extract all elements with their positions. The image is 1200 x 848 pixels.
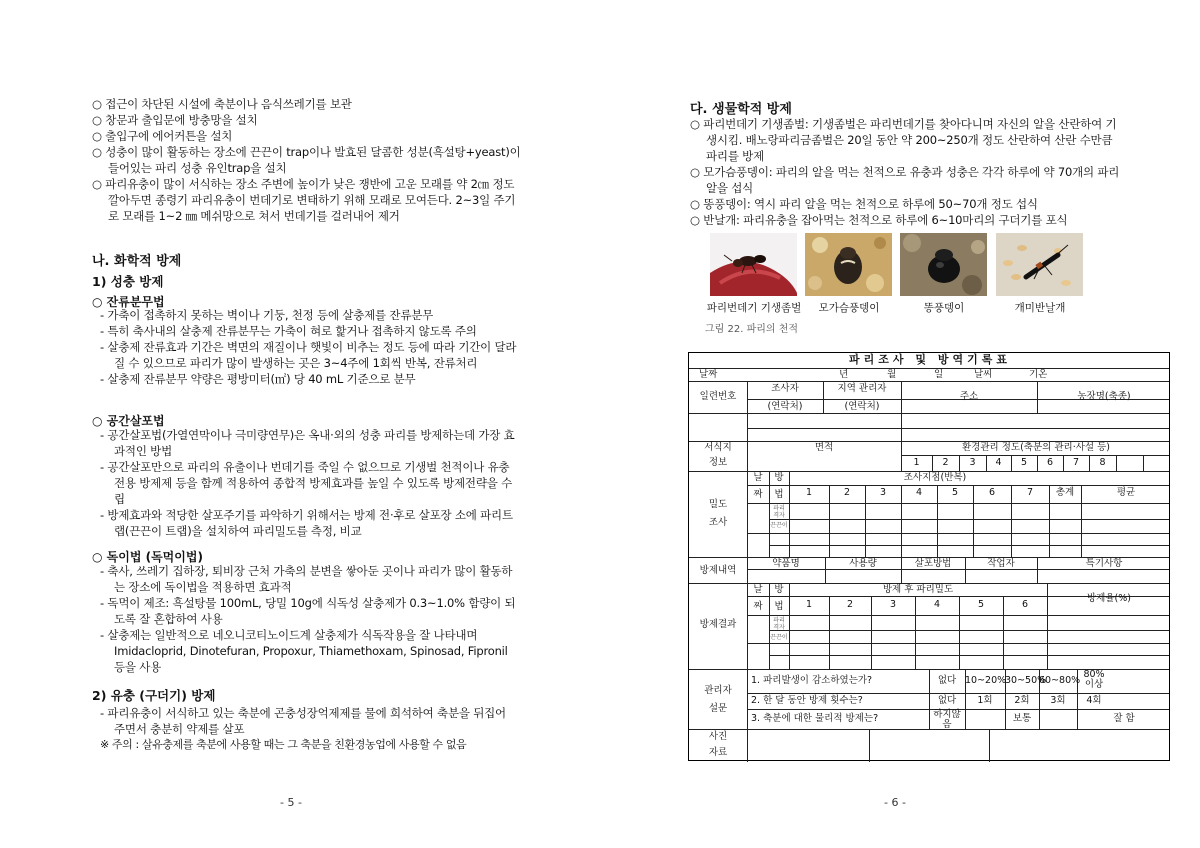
surveyor-contact-label: (연락처)	[767, 401, 803, 412]
scale-1: 1	[913, 457, 920, 468]
point-1: 1	[805, 487, 813, 498]
result-method-sticky: 끈끈이	[770, 634, 788, 641]
scale-8: 8	[1099, 457, 1106, 468]
result-method-fly: 파리	[773, 617, 785, 624]
q2-three-times: 3회	[1050, 695, 1066, 706]
point-6: 6	[988, 487, 996, 498]
result-point-3: 3	[889, 599, 897, 610]
list-item: - 파리유충이 서식하고 있는 축분에 곤충성장억제제를 물에 희석하여 축분을 뒤집어 주면서 충분히 약제를 살포	[100, 706, 506, 736]
q2-once: 1회	[977, 695, 993, 706]
q2-twice: 2회	[1014, 695, 1030, 706]
page-number: - 6 -	[884, 796, 906, 809]
table-title: 파리조사 및 방역기록표	[849, 353, 1011, 366]
point-7: 7	[1026, 487, 1034, 498]
special-notes-label: 특기사항	[1085, 558, 1123, 569]
q1-80-plus: 80%이상	[1083, 669, 1105, 690]
manager-label: 관리자	[704, 685, 732, 696]
q1-none: 없다	[937, 675, 957, 686]
result-date-char-1: 날	[753, 584, 763, 595]
caption-rove-beetle: 개미반날개	[1014, 302, 1066, 314]
q2-four-times: 4회	[1086, 695, 1102, 706]
worker-label: 작업자	[987, 558, 1015, 569]
space-title: ○ 공간살포법	[92, 414, 165, 428]
list-item: - 살충제 잔류분무 약량은 평방미터(㎡) 당 40 mL 기준으로 분무	[100, 372, 416, 386]
method-char-2: 법	[774, 489, 784, 500]
manager-contact-label: (연락처)	[844, 401, 880, 412]
result-method-char-1: 방	[774, 584, 784, 595]
question-2: 2. 한 달 동안 방제 횟수는?	[751, 695, 863, 706]
bullet-item: ○ 창문과 출입문에 방충망을 설치	[92, 113, 258, 127]
total-label: 총계	[1055, 487, 1075, 498]
survey-label: 조사	[708, 517, 728, 528]
list-item: ○ 똥풍뎅이: 역시 파리 알을 먹는 천적으로 하루에 50~70개 정도 섭식	[690, 197, 1038, 211]
larva-title: 2) 유충 (구더기) 방제	[92, 688, 216, 703]
bullet-item: ○ 출입구에 에어커튼을 설치	[92, 129, 233, 143]
q3-well: 잘 함	[1113, 713, 1135, 724]
list-item: - 가축이 접촉하지 못하는 벽이나 기둥, 천정 등에 살충제를 잔류분무	[100, 308, 434, 322]
drug-name-label: 약품명	[772, 558, 800, 569]
q3-average: 보통	[1012, 713, 1032, 724]
q1-10-20: 10~20%	[965, 675, 1007, 686]
list-item: - 살충제 잔류효과 기간은 벽면의 재질이나 햇빛이 비추는 정도 등에 따라 기간이 달라질 수 있으므로 파리가 많이 발생하는 곳은 3~4주에 1회씩 반복, 잔류처리	[100, 340, 517, 370]
control-result-label: 방제결과	[699, 619, 737, 630]
spray-method-label: 살포방법	[914, 558, 952, 569]
beetle-photo-1	[805, 233, 892, 296]
subsection-title-adult: 1) 성충 방제	[92, 274, 164, 289]
q1-60-80: 60~80%	[1039, 675, 1081, 686]
wasp-photo	[710, 233, 797, 296]
caption-beetle-1: 모가슴풍뎅이	[818, 302, 880, 314]
post-control-density-label: 방제 후 파리밀도	[882, 584, 954, 595]
address-label: 주소	[959, 391, 979, 402]
list-item: - 공간살포만으로 파리의 유출이나 번데기를 죽일 수 없으므로 기생벌 천적이나 유충 전용 방제제 등을 함께 적용하여 종합적 방제효과를 높일 수 있도록 방제전략을 수립	[100, 460, 513, 506]
date-label: 날짜	[699, 369, 718, 380]
question-1: 1. 파리발생이 감소하였는가?	[751, 675, 873, 686]
caption-beetle-2: 똥풍뎅이	[923, 302, 965, 314]
q1-30-50: 30~50%	[1005, 675, 1047, 686]
section-title-bio: 다. 생물학적 방제	[690, 102, 792, 117]
list-item: - 공간살포법(가열연막이나 극미량연무)은 옥내·외의 성충 파리를 방제하는데 가장 효과적인 방법	[100, 428, 515, 458]
rove-beetle-photo	[996, 233, 1083, 296]
regional-manager-label: 지역 관리자	[837, 383, 887, 394]
control-rate-label: 방제율(%)	[1087, 593, 1131, 604]
point-3: 3	[879, 487, 887, 498]
method-grid: 격자	[773, 512, 785, 519]
bait-title: ○ 독이법 (독먹이법)	[92, 550, 203, 564]
area-label: 면적	[814, 442, 834, 453]
weather-label: 날씨	[974, 369, 993, 380]
control-history-label: 방제내역	[699, 565, 737, 576]
average-label: 평균	[1116, 487, 1136, 498]
list-item: - 축사, 쓰레기 집하장, 퇴비장 근처 가축의 분변을 쌓아둔 곳이나 파리가 많이 활동하는 장소에 독이법을 적용하면 효과적	[100, 564, 513, 594]
farm-name-label: 농장명(축종)	[1077, 391, 1131, 402]
result-point-6: 6	[1021, 599, 1029, 610]
habitat-label: 서식지	[704, 442, 732, 453]
scale-7: 7	[1072, 457, 1080, 468]
fly-survey-record-table	[688, 352, 1170, 761]
list-item: - 특히 축사내의 살충제 잔류분무는 가축이 혀로 핥거나 접촉하지 않도록 주의	[100, 324, 477, 338]
habitat-info-label: 정보	[708, 457, 728, 468]
section-title-chemical: 나. 화학적 방제	[92, 254, 182, 269]
method-sticky: 끈끈이	[770, 522, 788, 529]
beetle-photo-2	[900, 233, 987, 296]
figure-caption: 그림 22. 파리의 천적	[705, 324, 799, 335]
page-number: - 5 -	[280, 796, 302, 809]
density-label: 밀도	[708, 499, 728, 510]
scale-6: 6	[1046, 457, 1054, 468]
year-label: 년	[839, 369, 849, 380]
result-point-2: 2	[846, 599, 854, 610]
top-measures	[92, 96, 522, 224]
scale-3: 3	[969, 457, 976, 468]
bullet-item: ○ 접근이 차단된 시설에 축분이나 음식쓰레기를 보관	[92, 97, 352, 111]
survey-points-label: 조사지점(반복)	[903, 472, 967, 483]
photo-label: 사진	[708, 731, 728, 742]
list-item: - 독먹이 제조: 흑설탕물 100mL, 당밀 10g에 식독성 살충제가 0.3~1.0% 함량이 되도록 잘 혼합하여 사용	[100, 596, 516, 626]
bullet-item: ○ 성충이 많이 활동하는 장소에 끈끈이 trap이나 발효된 달콤한 성분(흑설탕+yeast)이 들어있는 파리 성충 유인trap을 설치	[92, 145, 521, 175]
date-char-2: 짜	[753, 489, 763, 500]
method-fly: 파리	[773, 505, 785, 512]
point-4: 4	[915, 487, 923, 498]
list-item: ○ 파리번데기 기생좀벌: 기생좀벌은 파리번데기를 찾아다니며 자신의 알을 산란하여 기생시킴. 배노랑파리금좀벌은 20일 동안 약 200~250개 정도 산란하여 산란 수만큼 파리를 방제	[690, 117, 1117, 163]
scale-5: 5	[1020, 457, 1028, 468]
spray-title: ○ 잔류분무법	[92, 295, 165, 309]
point-5: 5	[951, 487, 959, 498]
scale-2: 2	[942, 457, 949, 468]
day-label: 일	[934, 369, 944, 380]
bait-list	[100, 563, 520, 675]
serial-number-label: 일련번호	[699, 391, 737, 402]
temperature-label: 기온	[1029, 369, 1048, 380]
result-method-char-2: 법	[774, 601, 784, 612]
usage-amount-label: 사용량	[849, 558, 877, 569]
list-item: ○ 반날개: 파리유충을 잡아먹는 천적으로 하루에 6~10마리의 구더기를 포식	[690, 213, 1068, 227]
result-point-5: 5	[977, 599, 985, 610]
result-date-char-2: 짜	[753, 601, 763, 612]
method-char-1: 방	[774, 472, 784, 483]
surveyor-label: 조사자	[771, 383, 799, 394]
point-2: 2	[843, 487, 851, 498]
list-item: - 살충제는 일반적으로 네오니코티노이드계 살충제가 식독작용을 잘 나타내며 Imidacloprid, Dinotefuran, Propoxur, Thiamethoxam, Spinosad, Fipronil 등을 사용	[100, 628, 508, 674]
result-point-1: 1	[805, 599, 813, 610]
caution-note: ※ 주의 : 살유충제를 축분에 사용할 때는 그 축분을 친환경농업에 사용할 수 없음	[100, 738, 467, 751]
space-list	[100, 427, 520, 539]
scale-4: 4	[995, 457, 1002, 468]
caption-wasp: 파리번데기 기생좀벌	[706, 302, 802, 314]
questionnaire-label: 설문	[708, 703, 728, 714]
result-point-4: 4	[933, 599, 941, 610]
bullet-item: ○ 파리유충이 많이 서식하는 장소 주변에 높이가 낮은 쟁반에 고운 모래를 약 2㎝ 정도 깔아두면 종령기 파리유충이 번데기로 변태하기 위해 모래로 모여든다. 2~3일 주기로 모래를 1~2 ㎜ 메쉬망으로 쳐서 번데기를 걸러내어 제거	[92, 177, 516, 223]
result-method-grid: 격자	[773, 624, 785, 631]
q2-none: 없다	[937, 695, 957, 706]
material-label: 자료	[708, 747, 728, 758]
q3-none: 하지않음	[933, 709, 961, 730]
spray-list	[100, 307, 520, 387]
question-3: 3. 축분에 대한 물리적 방제는?	[751, 713, 879, 724]
bio-list	[690, 116, 1120, 228]
list-item: ○ 모가슴풍뎅이: 파리의 알을 먹는 천적으로 유충과 성충은 각각 하루에 약 70개의 파리 알을 섭식	[690, 165, 1120, 195]
page-6	[600, 0, 1200, 848]
list-item: - 방제효과와 적당한 살포주기를 파악하기 위해서는 방제 전·후로 살포장 소에 파리트랩(끈끈이 트랩)을 설치하여 파리밀도를 측정, 비교	[100, 508, 513, 538]
date-char-1: 날	[753, 472, 763, 483]
larva-list	[100, 705, 520, 753]
month-label: 월	[887, 369, 897, 380]
env-management-label: 환경관리 정도(축분의 관리·사설 등)	[962, 442, 1110, 453]
